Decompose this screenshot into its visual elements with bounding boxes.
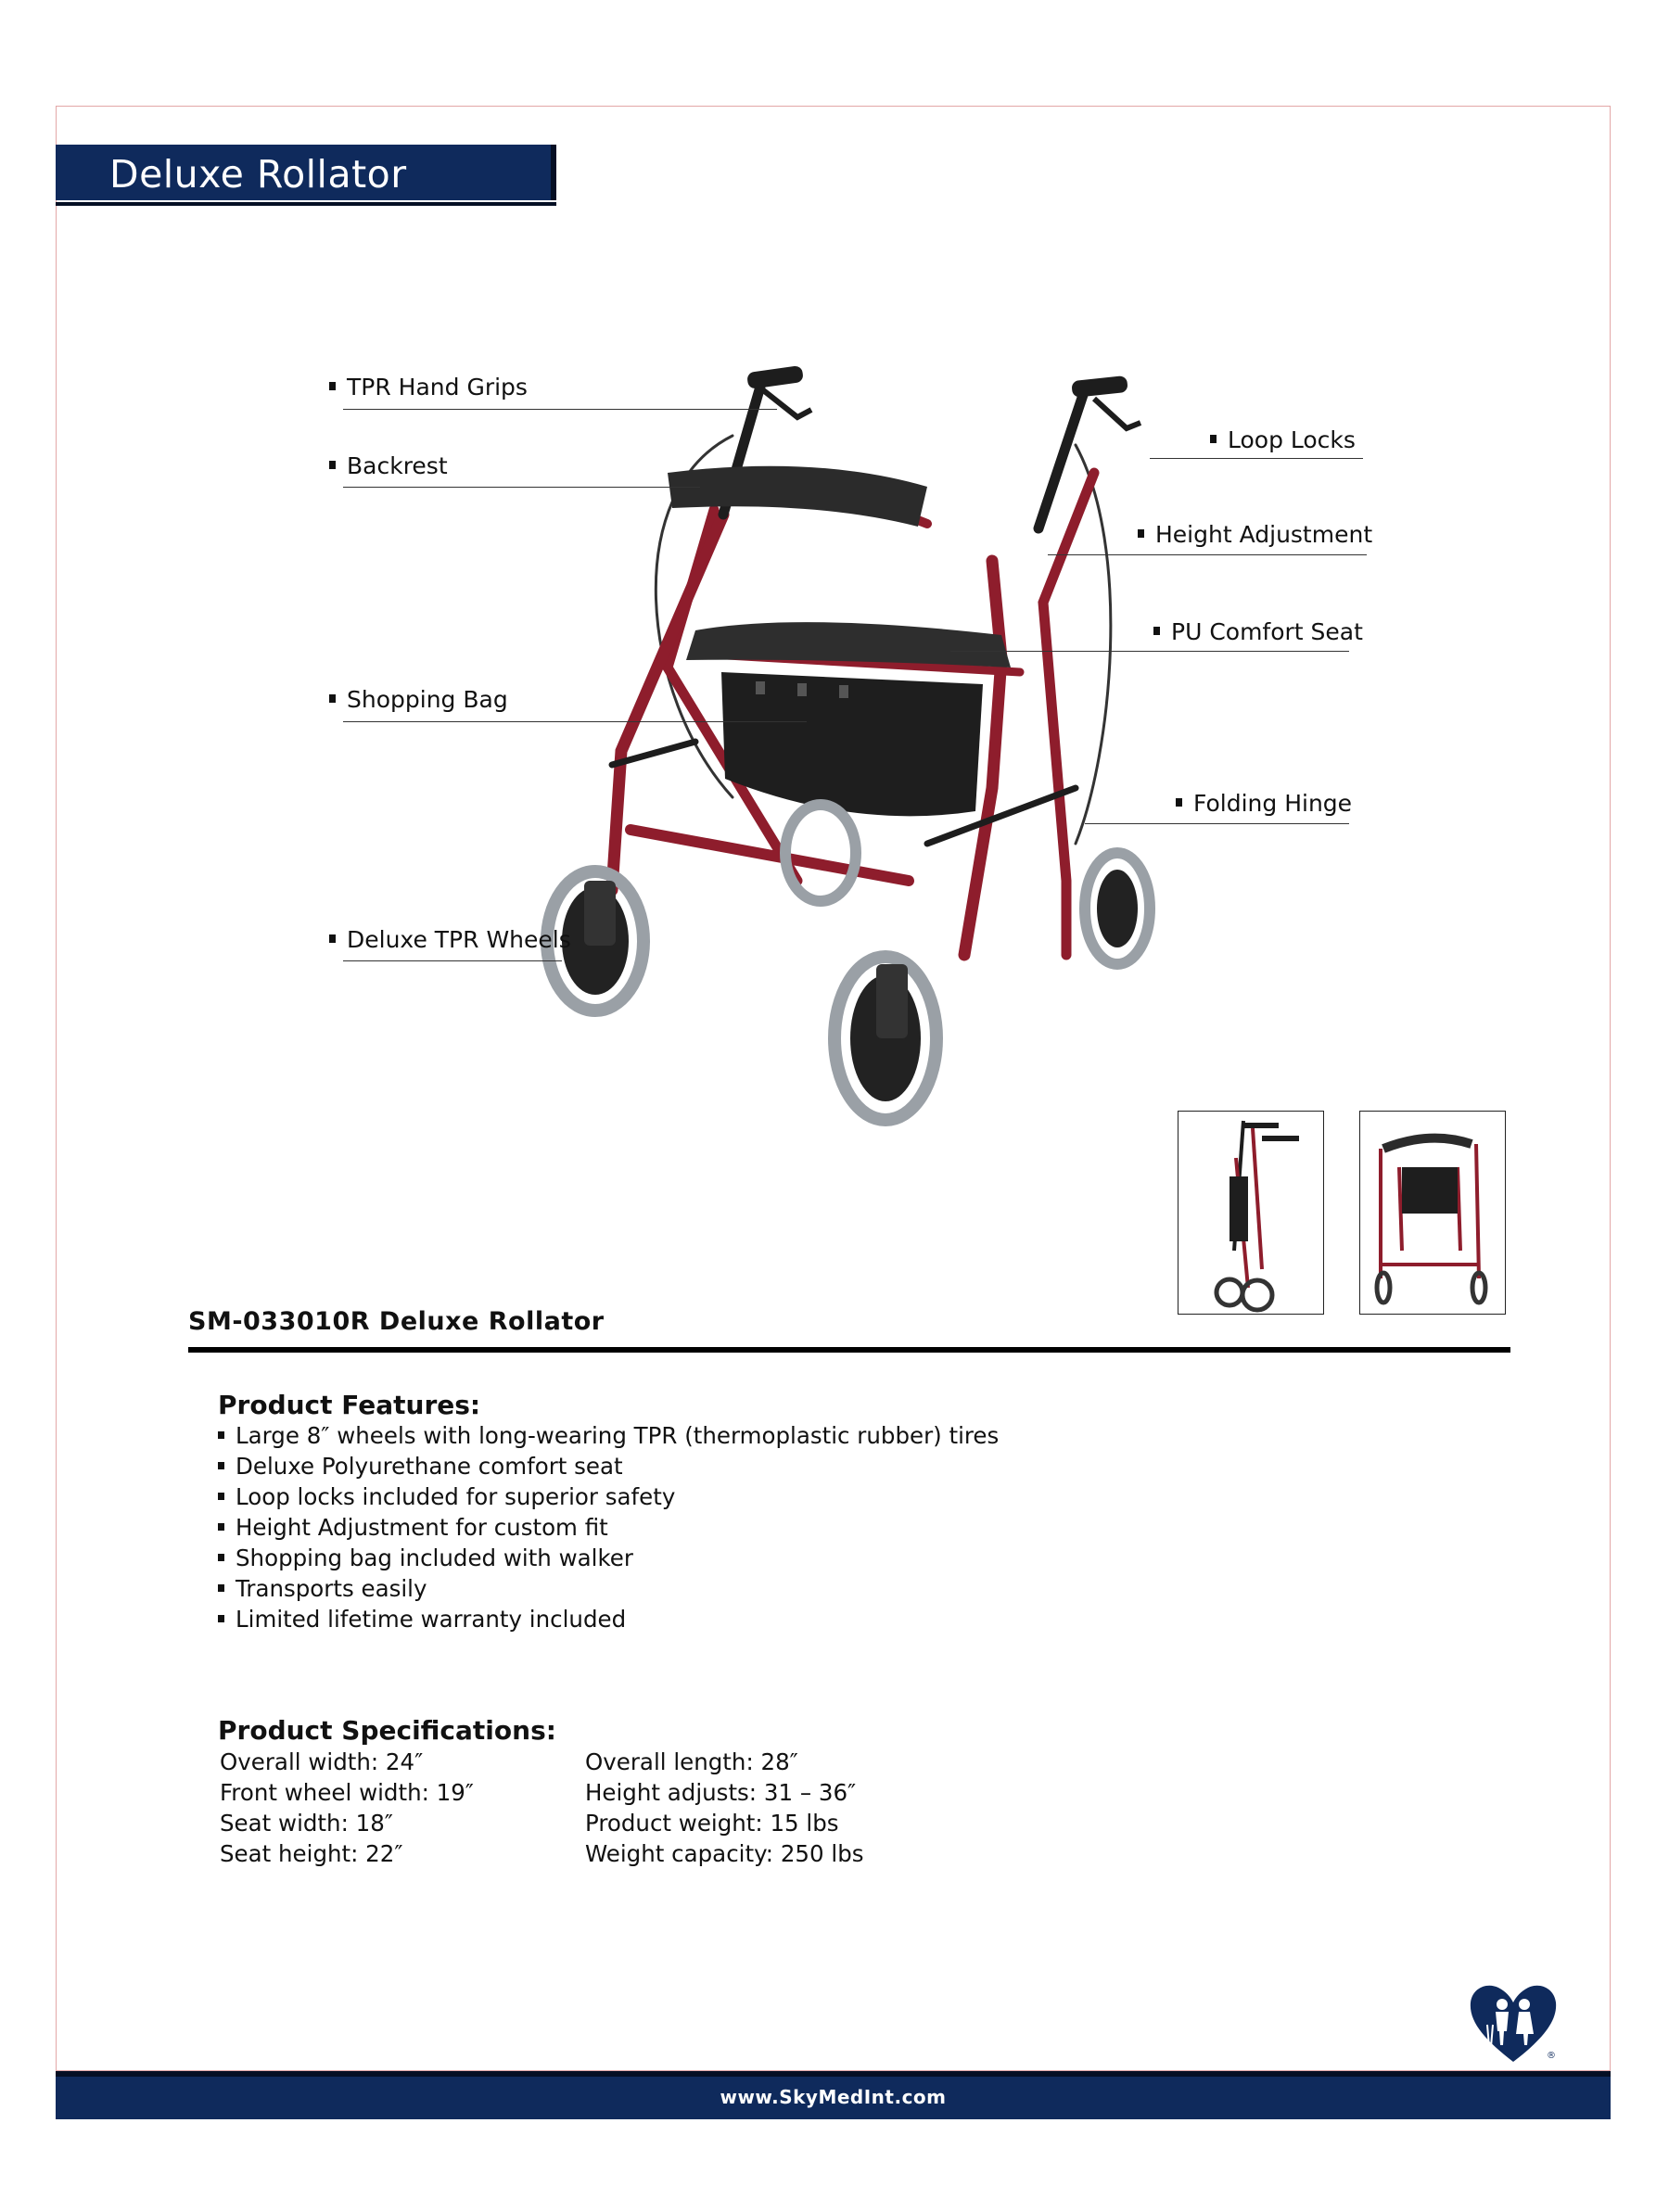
- spec-item: Height adjusts: 31 – 36″: [585, 1779, 857, 1806]
- bullet-icon: [1176, 798, 1182, 807]
- feature-item: [218, 1481, 999, 1512]
- bullet-icon: [329, 694, 336, 703]
- page-title: Deluxe Rollator: [109, 152, 407, 197]
- callout-rule-folding-hinge: [1085, 823, 1349, 824]
- callout-rule-shopping-bag: [343, 721, 807, 722]
- title-banner: [56, 145, 556, 200]
- rollator-product-image: [519, 362, 1187, 1177]
- callout-rule-seat: [950, 651, 1349, 652]
- thumbnail-folded-view: [1178, 1111, 1324, 1315]
- feature-text: Transports easily: [236, 1575, 427, 1602]
- bullet-icon: [218, 1615, 224, 1622]
- heart-family-logo-icon: [1467, 1980, 1560, 2066]
- title-banner-shadow: [56, 202, 556, 206]
- specifications-right-column: [585, 1747, 864, 1869]
- callout-backrest-label: Backrest: [347, 452, 448, 479]
- bullet-icon: [218, 1431, 224, 1439]
- spec-item: Overall length: 28″: [585, 1748, 798, 1775]
- callout-seat: [1153, 618, 1363, 645]
- spec-item: Front wheel width: 19″: [220, 1779, 474, 1806]
- model-title-rule: [188, 1347, 1510, 1353]
- callout-shopping-bag-label: Shopping Bag: [347, 686, 508, 713]
- spec-item: Overall width: 24″: [220, 1748, 424, 1775]
- product-model-title: SM-033010R Deluxe Rollator: [188, 1307, 605, 1336]
- bullet-icon: [329, 461, 336, 469]
- callout-seat-label: PU Comfort Seat: [1171, 618, 1363, 645]
- bullet-icon: [1153, 627, 1160, 635]
- callout-shopping-bag: [329, 686, 508, 713]
- feature-item: [218, 1604, 999, 1634]
- callout-height-adjustment-label: Height Adjustment: [1155, 521, 1373, 548]
- callout-folding-hinge-label: Folding Hinge: [1193, 790, 1353, 817]
- spec-item: Seat height: 22″: [220, 1840, 403, 1867]
- callout-loop-locks: [1210, 426, 1356, 453]
- bullet-icon: [1210, 435, 1217, 443]
- callout-folding-hinge: [1176, 790, 1352, 817]
- features-heading: Product Features:: [218, 1390, 481, 1420]
- feature-item: [218, 1451, 999, 1481]
- bullet-icon: [218, 1462, 224, 1469]
- footer-bar: [56, 2071, 1611, 2119]
- feature-item: [218, 1420, 999, 1451]
- feature-text: Deluxe Polyurethane comfort seat: [236, 1453, 623, 1480]
- spec-item: Product weight: 15 lbs: [585, 1810, 839, 1837]
- callout-rule-hand-grips: [343, 409, 777, 410]
- specifications-left-column: [220, 1747, 474, 1869]
- callout-backrest: [329, 452, 448, 479]
- feature-item: [218, 1573, 999, 1604]
- callout-rule-backrest: [343, 487, 700, 488]
- feature-item: [218, 1512, 999, 1543]
- callout-hand-grips-label: TPR Hand Grips: [347, 374, 528, 400]
- thumbnail-folded-image: [1178, 1112, 1322, 1313]
- callout-rule-loop-locks: [1150, 458, 1363, 459]
- callout-rule-height-adjustment: [1048, 554, 1367, 555]
- bullet-icon: [218, 1584, 224, 1592]
- thumbnail-rear-image: [1360, 1112, 1504, 1313]
- feature-text: Height Adjustment for custom fit: [236, 1514, 608, 1541]
- features-list: [218, 1420, 999, 1634]
- callout-height-adjustment: [1138, 521, 1372, 548]
- callout-loop-locks-label: Loop Locks: [1228, 426, 1356, 453]
- bullet-icon: [218, 1554, 224, 1561]
- callout-rule-wheels: [343, 960, 562, 961]
- callout-wheels: [329, 926, 571, 953]
- thumbnail-rear-view: [1359, 1111, 1506, 1315]
- callout-hand-grips: [329, 374, 528, 400]
- bullet-icon: [329, 382, 336, 390]
- footer-url-link[interactable]: www.SkyMedInt.com: [720, 2086, 947, 2108]
- feature-text: Large 8″ wheels with long-wearing TPR (thermoplastic rubber) tires: [236, 1422, 1000, 1449]
- feature-item: [218, 1543, 999, 1573]
- bullet-icon: [218, 1493, 224, 1500]
- spec-item: Seat width: 18″: [220, 1810, 393, 1837]
- svg-text:®: ®: [1547, 2051, 1556, 2061]
- feature-text: Shopping bag included with walker: [236, 1545, 633, 1571]
- bullet-icon: [1138, 529, 1144, 538]
- callout-wheels-label: Deluxe TPR Wheels: [347, 926, 571, 953]
- feature-text: Limited lifetime warranty included: [236, 1606, 627, 1633]
- feature-text: Loop locks included for superior safety: [236, 1483, 676, 1510]
- bullet-icon: [218, 1523, 224, 1531]
- bullet-icon: [329, 934, 336, 943]
- spec-item: Weight capacity: 250 lbs: [585, 1840, 864, 1867]
- specifications-heading: Product Specifications:: [218, 1715, 556, 1746]
